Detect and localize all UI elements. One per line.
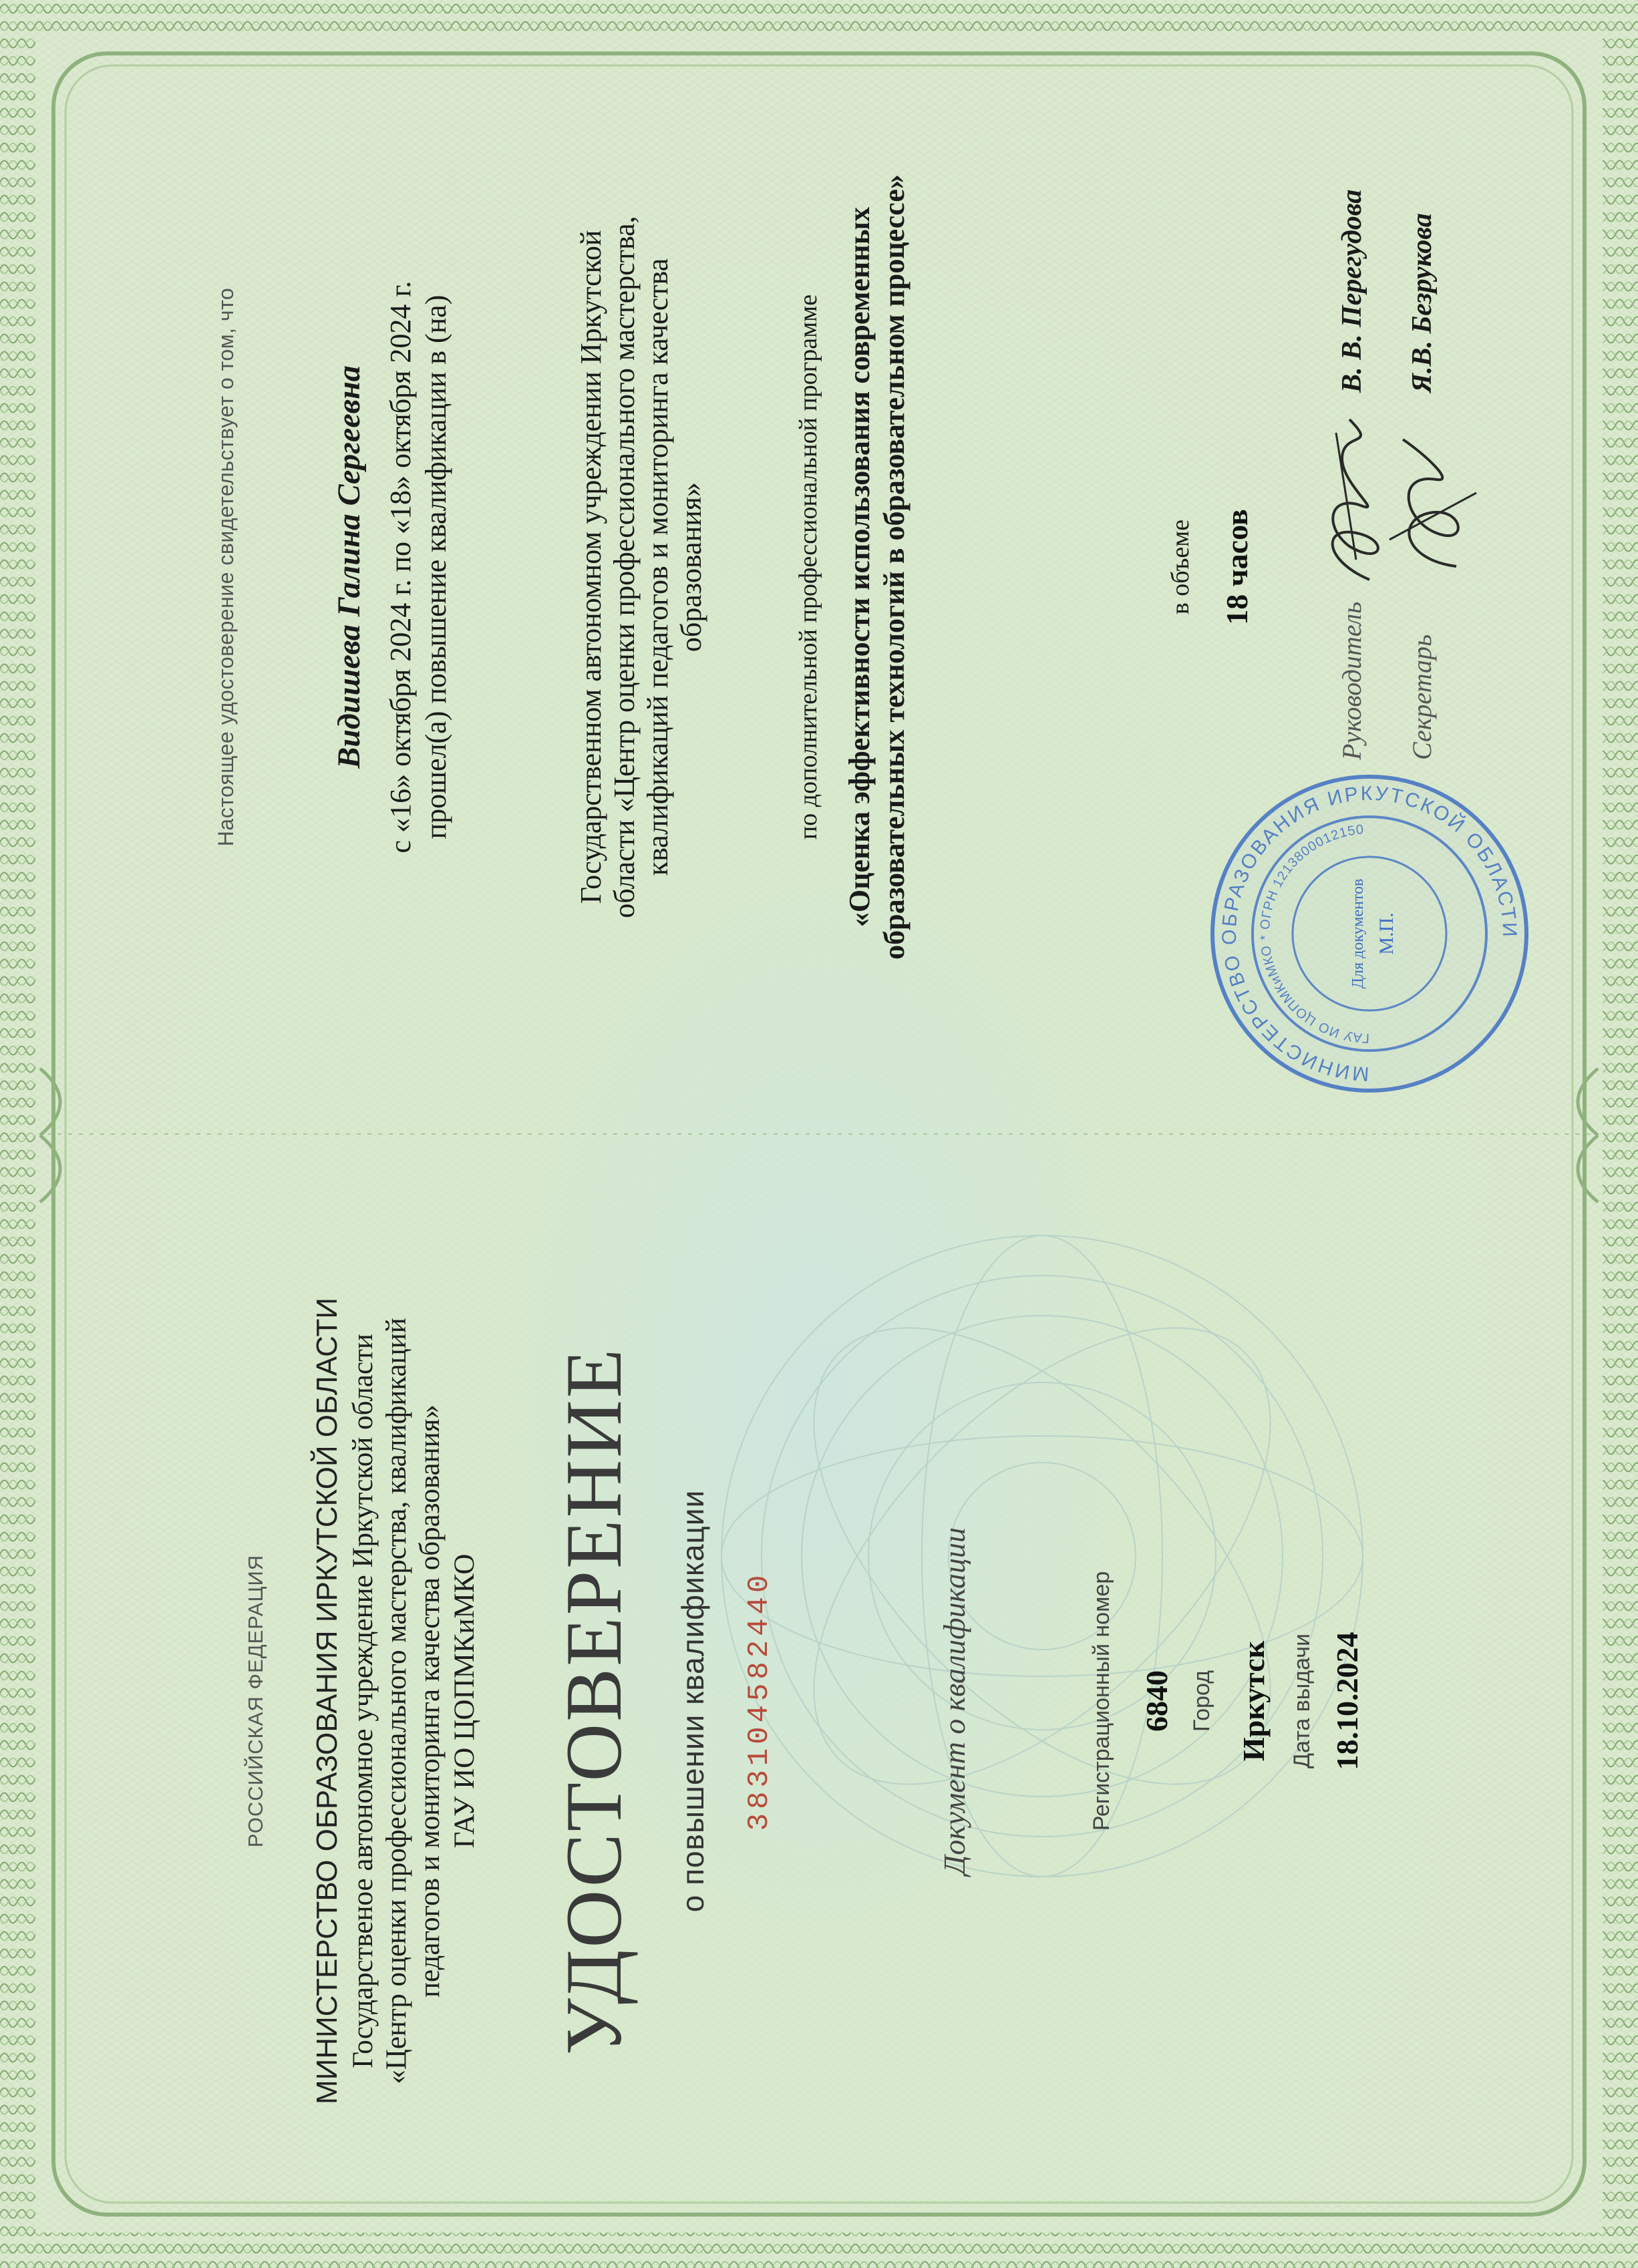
institution-line-3: квалификаций педагогов и мониторинга качества (641, 258, 674, 876)
ministry-title: МИНИСТЕРСТВО ОБРАЗОВАНИЯ ИРКУТСКОЙ ОБЛАСТИ (311, 1298, 343, 2104)
passed-text: прошел(а) повышение квалификации в (на) (420, 295, 452, 839)
institution-line-4: образования» (675, 482, 707, 652)
organization-short: ГАУ ИО ЦОПМКиМКО (449, 1553, 480, 1849)
seal-mp-text: М.П. (1375, 912, 1398, 955)
program-line-1: «Оценка эффективности использования современных (843, 206, 876, 928)
seal-docs-text: Для документов (1349, 878, 1367, 989)
city-value: Иркутск (1237, 1640, 1271, 1762)
registration-number: 6840 (1140, 1670, 1174, 1732)
head-role: Руководитель (1337, 601, 1367, 760)
country-label: РОССИЙСКАЯ ФЕДЕРАЦИЯ (244, 1554, 267, 1848)
document-subtitle: о повышении квалификации (675, 1489, 710, 1913)
program-intro: по дополнительной профессиональной программе (794, 294, 822, 840)
secretary-name: Я.В. Безрукова (1407, 213, 1438, 393)
course-period: с «16» октября 2024 г. по «18» октября 2024 г. (384, 280, 417, 854)
seal-outer-text: МИНИСТЕРСТВО ОБРАЗОВАНИЯ ИРКУТСКОЙ ОБЛАСТИ (1218, 782, 1521, 1085)
organization-line-1: Государственое автономное учреждение Иркутской области (347, 1334, 379, 2068)
holder-name: Видишева Галина Сергеевна (331, 365, 367, 769)
seal-inner-text: ГАУ ИО ЦОПМКиМКО * ОГРН 1213800012150 (1257, 822, 1370, 1046)
institution-line-1: Государственном автономном учреждении Иркутской (575, 230, 607, 904)
intro-text: Настоящее удостоверение свидетельствует о том, что (214, 287, 238, 847)
program-line-2: образовательных технологий в образовательном процессе» (878, 174, 911, 960)
secretary-signature (1376, 426, 1483, 580)
organization-line-3: педагогов и мониторинга качества образования» (414, 1404, 446, 1998)
volume-label: в объеме (1166, 519, 1194, 615)
official-seal (1202, 767, 1536, 1101)
volume-value: 18 часов (1220, 509, 1254, 625)
registration-label: Регистрационный номер (1089, 1571, 1114, 1831)
head-name: В. В. Перегудова (1337, 189, 1367, 393)
city-label: Город (1189, 1670, 1214, 1732)
serial-number: 383104582440 (743, 1571, 776, 1831)
issue-date-label: Дата выдачи (1289, 1634, 1315, 1768)
organization-line-2: «Центр оценки профессионального мастерства, квалификаций (381, 1318, 412, 2084)
institution-line-2: области «Центр оценки профессионального мастерства, (608, 216, 641, 918)
issue-date: 18.10.2024 (1330, 1632, 1364, 1770)
document-title: УДОСТОВЕРЕНИЕ (549, 1346, 638, 2056)
document-type: Документ о квалификации (937, 1527, 971, 1875)
secretary-role: Секретарь (1407, 634, 1437, 760)
cover-half (0, 1134, 1638, 2268)
